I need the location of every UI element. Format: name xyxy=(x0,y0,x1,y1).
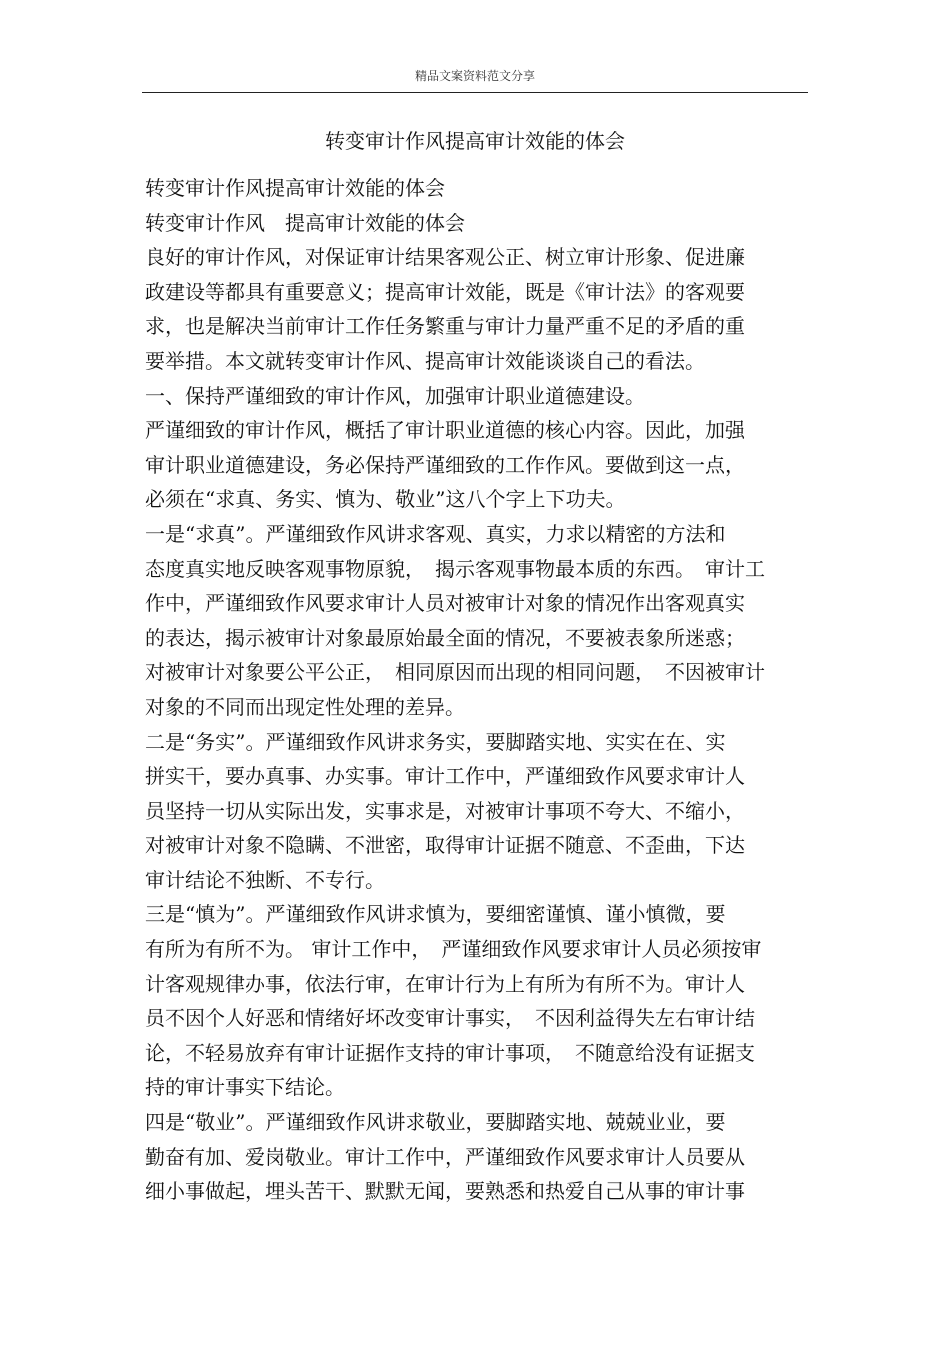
text-line: 四是“敬业”。严谨细致作风讲求敬业，要脚踏实地、兢兢业业，要 xyxy=(145,1110,726,1135)
text-line: 细小事做起，埋头苦干、默默无闻，要熟悉和热爱自己从事的审计事 xyxy=(145,1179,745,1204)
text-line: 严谨细致的审计作风，概括了审计职业道德的核心内容。因此，加强 xyxy=(145,418,745,443)
text-line: 三是“慎为”。严谨细致作风讲求慎为，要细密谨慎、谨小慎微，要 xyxy=(145,902,726,927)
text-line: 对被审计对象要公平公正， 相同原因而出现的相同问题， 不因被审计 xyxy=(145,660,765,685)
text-line: 对象的不同而出现定性处理的差异。 xyxy=(145,694,465,719)
text-line: 态度真实地反映客观事物原貌， 揭示客观事物最本质的东西。 审计工 xyxy=(145,556,765,581)
text-line: 勤奋有加、爱岗敬业。审计工作中，严谨细致作风要求审计人员要从 xyxy=(145,1144,745,1169)
text-line: 求，也是解决当前审计工作任务繁重与审计力量严重不足的矛盾的重 xyxy=(145,314,745,339)
document-body xyxy=(145,171,825,1209)
text-line: 政建设等都具有重要意义；提高审计效能，既是《审计法》的客观要 xyxy=(145,279,745,304)
page-header xyxy=(142,62,808,93)
text-line: 一、保持严谨细致的审计作风，加强审计职业道德建设。 xyxy=(145,383,645,408)
text-line: 员坚持一切从实际出发，实事求是，对被审计事项不夸大、不缩小， xyxy=(145,798,745,823)
text-line: 论，不轻易放弃有审计证据作支持的审计事项， 不随意给没有证据支 xyxy=(145,1040,755,1065)
text-line: 一是“求真”。严谨细致作风讲求客观、真实，力求以精密的方法和 xyxy=(145,521,726,546)
text-line: 必须在“求真、务实、慎为、敬业”这八个字上下功夫。 xyxy=(145,487,626,512)
text-line: 的表达，揭示被审计对象最原始最全面的情况，不要被表象所迷惑； xyxy=(145,625,745,650)
text-line: 计客观规律办事，依法行审，在审计行为上有所为有所不为。审计人 xyxy=(145,971,745,996)
text-line: 二是“务实”。严谨细致作风讲求务实，要脚踏实地、实实在在、实 xyxy=(145,729,726,754)
text-line: 作中，严谨细致作风要求审计人员对被审计对象的情况作出客观真实 xyxy=(145,591,745,616)
text-line: 有所为有所不为。 审计工作中， 严谨细致作风要求审计人员必须按审 xyxy=(145,937,762,962)
text-line: 审计职业道德建设，务必保持严谨细致的工作作风。要做到这一点， xyxy=(145,452,745,477)
document-title: 转变审计作风提高审计效能的体会 xyxy=(325,129,625,153)
text-line: 拼实干，要办真事、办实事。审计工作中，严谨细致作风要求审计人 xyxy=(145,764,745,789)
text-line: 员不因个人好恶和情绪好坏改变审计事实， 不因利益得失左右审计结 xyxy=(145,1006,755,1031)
text-line: 转变审计作风提高审计效能的体会 xyxy=(145,176,445,200)
text-line: 审计结论不独断、不专行。 xyxy=(145,867,385,892)
header-text: 精品文案资料范文分享 xyxy=(414,69,535,83)
text-line: 持的审计事实下结论。 xyxy=(145,1075,345,1100)
text-line: 转变审计作风 提高审计效能的体会 xyxy=(145,210,465,235)
text-line: 要举措。本文就转变审计作风、提高审计效能谈谈自己的看法。 xyxy=(145,348,705,373)
text-line: 对被审计对象不隐瞒、不泄密，取得审计证据不随意、不歪曲，下达 xyxy=(145,833,745,858)
text-line: 良好的审计作风，对保证审计结果客观公正、树立审计形象、促进廉 xyxy=(145,245,745,270)
